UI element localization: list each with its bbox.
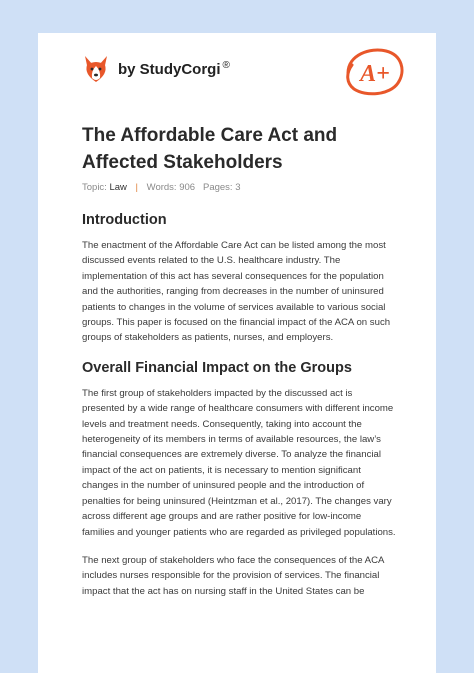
document-title: The Affordable Care Act and Affected Stakeholders: [82, 125, 338, 173]
paragraph: The first group of stakeholders impacted by the discussed act is presented by a wide range of healthcare consumers with different income levels and treatment needs. Consequently, taking into account the heterogeneity of its members in terms of available resources, the law’s financial consequences are extremely diverse. To analyze the financial impact of the act on patients, it is necessary to mention significant changes in the number of uninsured people and the introduction of penalties for being uninsured (Heintzman et al., 2017). The changes vary across different age groups and are rather positive for low-income families and younger patients who are regarded as privileged populations.: [82, 387, 396, 538]
document-meta: [82, 182, 240, 193]
grade-badge-icon: [340, 43, 410, 99]
word-count: Words: 906: [146, 182, 196, 193]
topic-value[interactable]: Law: [109, 182, 127, 193]
brand-header[interactable]: [82, 51, 230, 87]
meta-separator: |: [135, 182, 139, 193]
registered-mark: ®: [222, 60, 230, 71]
paragraph: The next group of stakeholders who face the consequences of the ACA includes nurses responsible for the provision of services. The financial impact that the act has on nursing staff in the United States can be: [82, 554, 384, 597]
document-body: [82, 211, 396, 612]
paragraph: The enactment of the Affordable Care Act can be listed among the most discussed events related to the U.S. healthcare industry. The implementation of this act has several consequences for the population and the authorities, ranging from decreases in the number of uninsured patients to changes in the volume of services available to various social groups. This paper is focused on the financial impact of the ACA on such groups of stakeholders as patients, nurses, and employers.: [82, 240, 391, 344]
topic-label: Topic:: [82, 182, 107, 193]
section-heading-financial-impact: Overall Financial Impact on the Groups: [82, 359, 352, 376]
brand-name: by StudyCorgi ®: [118, 60, 230, 78]
section-heading-introduction: Introduction: [82, 212, 167, 228]
document-page: [38, 33, 436, 673]
grade-badge-text: A+: [360, 61, 390, 87]
page-count: Pages: 3: [202, 182, 241, 193]
corgi-icon: [82, 54, 110, 84]
